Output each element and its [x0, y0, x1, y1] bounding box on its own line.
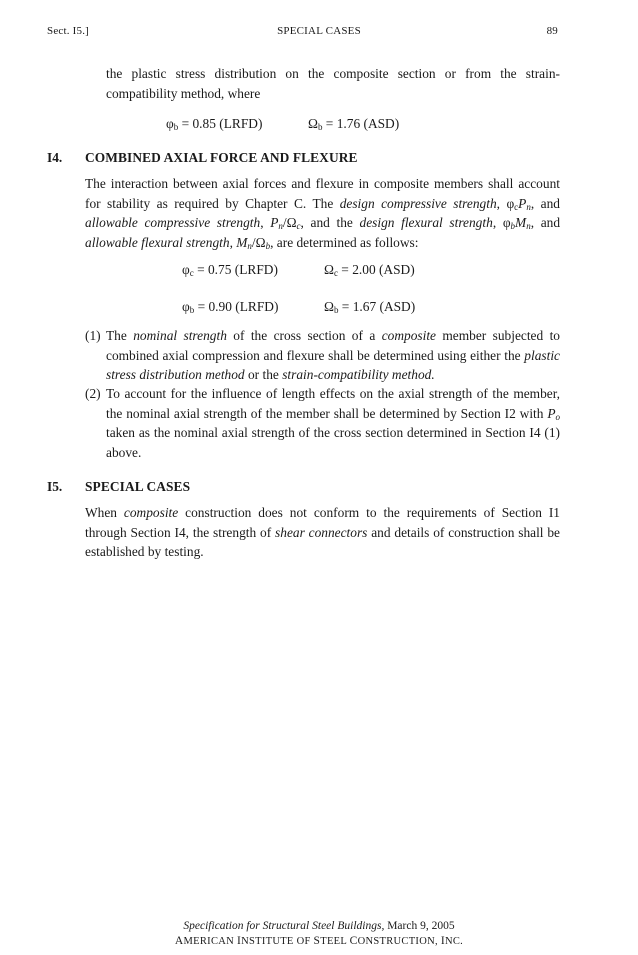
- phi-symbol: φ: [182, 262, 190, 277]
- list-item-1: (1) The nominal strength of the cross section of a composite member subjected to combined axial compression and flexure shall be determined using either the plastic stress distribution method or the strain-compatibility method.: [85, 328, 561, 382]
- continuation-paragraph: the plastic stress distribution on the composite section or from the strain-compatibility method, where: [106, 66, 560, 101]
- section-i5-paragraph: When composite construction does not conform to the requirements of Section I1 through Section I4, the strength of shear connectors and details of construction shall be established by testing.: [85, 505, 561, 559]
- section-number-i5: I5.: [47, 479, 63, 494]
- phi-subscript: b: [189, 305, 195, 315]
- equation-phi-b-omega-b-2: [182, 299, 415, 315]
- asd-value: = 2.00 (ASD): [337, 262, 415, 277]
- phi-subscript: b: [173, 122, 179, 132]
- term-design-flexural-strength: design flexural strength: [359, 215, 493, 230]
- omega-subscript: b: [317, 122, 323, 132]
- term-design-compressive-strength: design compressive strength: [339, 195, 497, 211]
- page-number: 89: [546, 25, 558, 37]
- running-header-title: SPECIAL CASES: [277, 25, 361, 37]
- term-allowable-flexural-strength: allowable flexural strength: [85, 234, 230, 250]
- omega-symbol: Ω: [324, 262, 334, 277]
- list-marker: (2): [85, 386, 101, 401]
- equation-phi-c-omega-c: [182, 262, 415, 278]
- footer-spec-line: Specification for Structural Steel Buildings, March 9, 2005: [183, 920, 455, 932]
- section-number-i4: I4.: [47, 150, 63, 165]
- asd-value: = 1.67 (ASD): [338, 299, 416, 314]
- omega-subscript: c: [333, 268, 338, 278]
- asd-value: = 1.76 (ASD): [322, 116, 400, 131]
- lrfd-value: = 0.90 (LRFD): [194, 299, 279, 314]
- section-i4-paragraph: The interaction between axial forces and flexure in composite members shall account for stability as required by Chapter C. The design compressive strength, $\varphi_cP_n$, and allowable compressive strength, $P_n/\Omega_c$, and the design flexural strength, $\varphi_bM_n$, and allowable flexural strength, $M_n/\Omega_b$, are determined as follows:: [85, 176, 561, 251]
- running-header-section: Sect. I5.]: [47, 25, 90, 37]
- list-marker: (1): [85, 328, 101, 343]
- footer-publisher-line: AMERICAN INSTITUTE OF STEEL CONSTRUCTION, INC.: [174, 935, 464, 947]
- section-title-i4: COMBINED AXIAL FORCE AND FLEXURE: [85, 150, 358, 165]
- lrfd-value: = 0.85 (LRFD): [178, 116, 263, 131]
- section-title-i5: SPECIAL CASES: [85, 479, 191, 494]
- equation-phi-b-omega-b-1: [166, 116, 399, 132]
- term-allowable-compressive-strength: allowable compressive strength: [85, 215, 261, 230]
- omega-symbol: Ω: [308, 116, 318, 131]
- omega-subscript: b: [333, 305, 339, 315]
- list-item-2: (2) To account for the influence of length effects on the axial strength of the member, the nominal axial strength of the member shall be determined by Section I2 with $P_o$ taken as the nominal axial strength of the cross section determined in Section I4 (1) above.: [85, 386, 560, 460]
- phi-subscript: c: [189, 268, 194, 278]
- phi-symbol: φ: [182, 299, 190, 314]
- omega-symbol: Ω: [324, 299, 334, 314]
- phi-symbol: φ: [166, 116, 174, 131]
- lrfd-value: = 0.75 (LRFD): [193, 262, 278, 277]
